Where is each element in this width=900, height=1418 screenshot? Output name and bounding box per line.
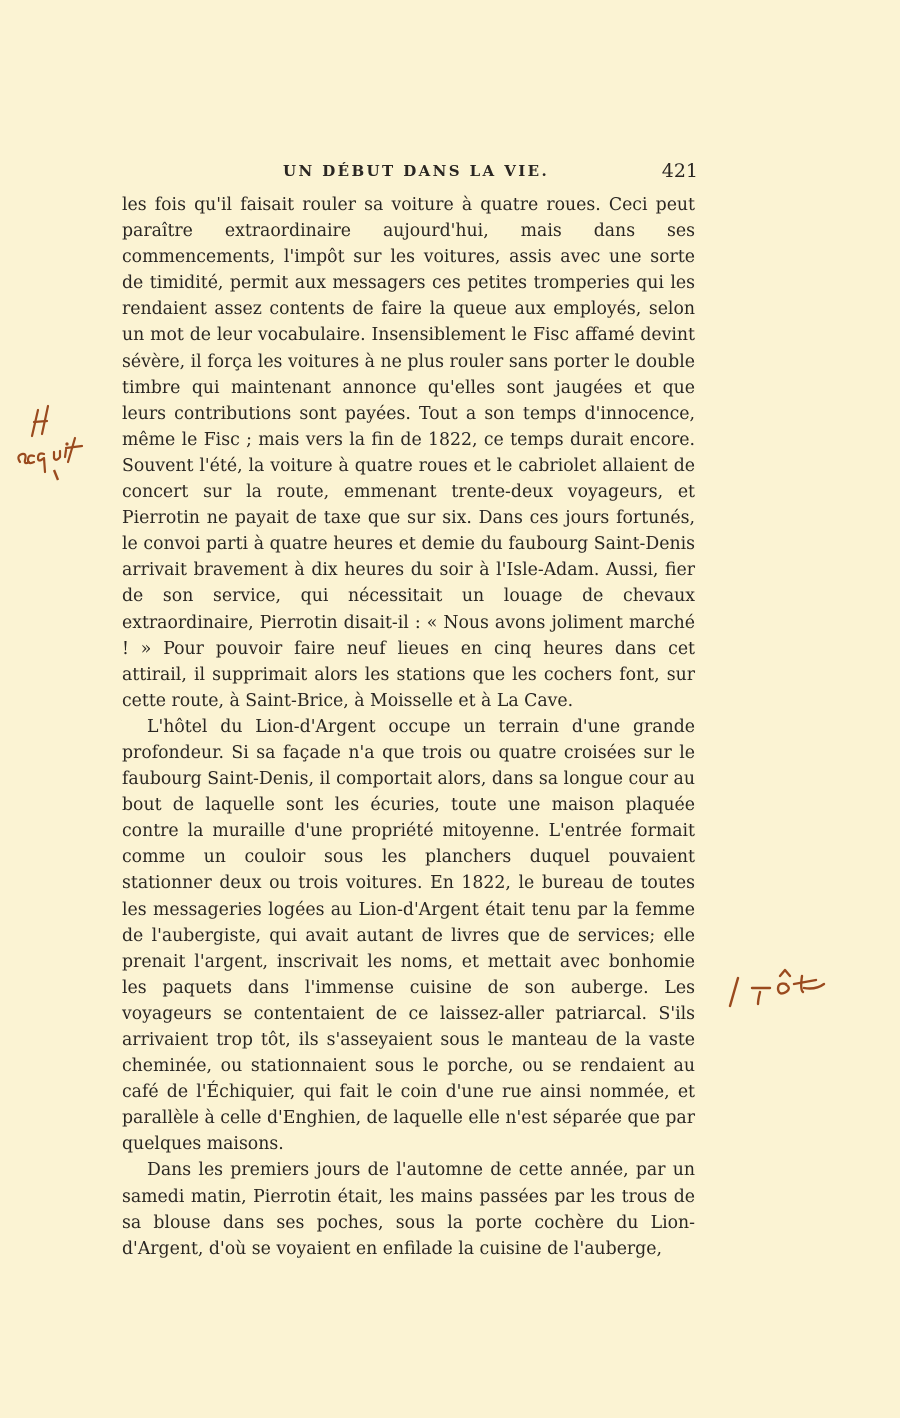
paragraph-3: Dans les premiers jours de l'automne de cette année, par un samedi matin, Pierrotin était, les mains passées par les trous de sa blouse dans ses poches, sous la porte cochère du Lion-d'Argent, d'où se voyaient en enfilade la cuisine de l'auberge,: [122, 1160, 695, 1259]
left-margin-handwriting: [10, 402, 110, 482]
page-header: [283, 160, 698, 188]
paragraph-2: L'hôtel du Lion-d'Argent occupe un terrain d'une grande profondeur. Si sa façade n'a que trois ou quatre croisées sur le faubourg Saint-Denis, il comportait alors, dans sa longue cour au bout de laquelle sont les écuries, toute une maison plaquée contre la muraille d'une propriété mitoyenne. L'entrée formait comme un couloir sous les planchers duquel pouvaient stationner deux ou trois voitures. En 1822, le bureau de toutes les messageries logées au Lion-d'Argent était tenu par la femme de l'aubergiste, qui avait autant de livres que de services; elle prenait l'argent, inscrivait les noms, et mettait avec bonhomie les paquets dans l'immense cuisine de son auberge. Les voyageurs se contentaient de ce laissez-aller patriarcal. S'ils arrivaient trop tôt, ils s'asseyaient sous le manteau de la vaste cheminée, ou stationnaient sous le porche, ou se rendaient au café de l'Échiquier, qui fait le coin d'une rue ainsi nommée, et parallèle à celle d'Enghien, de laquelle elle n'est séparée que par quelques maisons.: [122, 716, 695, 1155]
body-text: [122, 192, 695, 1262]
page-number: 421: [661, 160, 698, 182]
right-margin-handwriting: [718, 960, 858, 1020]
running-title: UN DÉBUT DANS LA VIE.: [283, 162, 550, 180]
paragraph-1: les fois qu'il faisait rouler sa voiture à quatre roues. Ceci peut paraître extraordinaire aujourd'hui, mais dans ses commencements, l'impôt sur les voitures, assis avec une sorte de timidité, permit aux messagers ces petites tromperies qui les rendaient assez contents de faire la queue aux employés, selon un mot de leur vocabulaire. Insensiblement le Fisc affamé devint sévère, il força les voitures à ne plus rouler sans porter le double timbre qui maintenant annonce qu'elles sont jaugées et que leurs contributions sont payées. Tout a son temps d'innocence, même le Fisc ; mais vers la fin de 1822, ce temps durait encore. Souvent l'été, la voiture à quatre roues et le cabriolet allaient de concert sur la route, emmenant trente-deux voyageurs, et Pierrotin ne payait de taxe que sur six. Dans ces jours fortunés, le convoi parti à quatre heures et demie du faubourg Saint-Denis arrivait bravement à dix heures du soir à l'Isle-Adam. Aussi, fier de son service, qui nécessitait un louage de chevaux extraordinaire, Pierrotin disait-il : « Nous avons joliment marché ! » Pour pouvoir faire neuf lieues en cinq heures dans cet attirail, il supprimait alors les stations que les cochers font, sur cette route, à Saint-Brice, à Moisselle et à La Cave.: [122, 195, 695, 711]
